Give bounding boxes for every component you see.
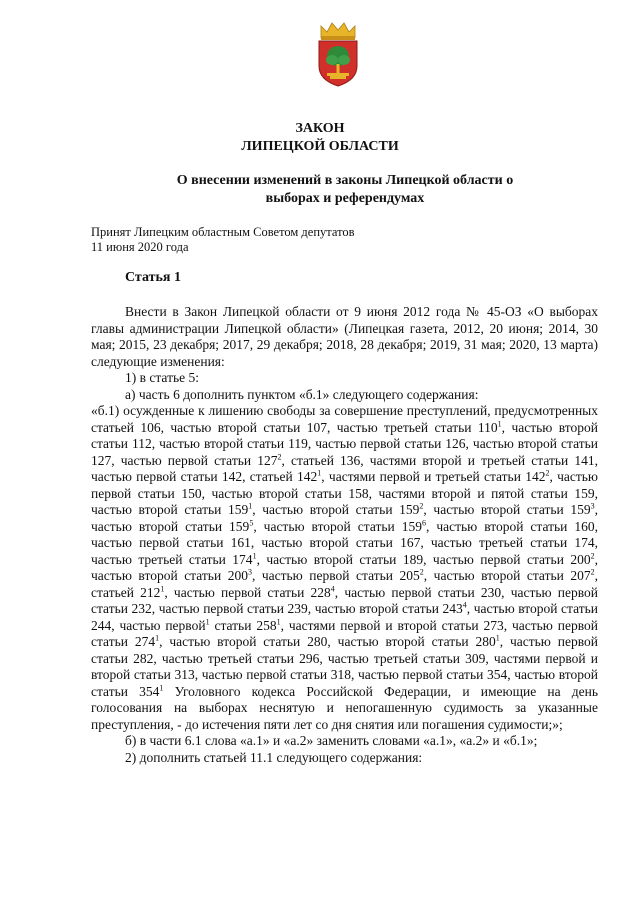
article-superscript: 1: [205, 617, 210, 626]
article-superscript: 2: [590, 567, 595, 577]
article-heading: Статья 1: [125, 270, 181, 285]
quote-text: , частью второй статьи 159: [423, 502, 591, 517]
quote-text: , частями первой и третьей статьи 142: [321, 469, 546, 484]
quote-text: , частью второй статьи 189, частью первой статьи 200: [256, 551, 591, 567]
quote-text: , частью первой статьи 150, частью второй статьи 158, частями второй и пятой статьи 159, частью второй статьи 159: [91, 469, 599, 517]
article-superscript: 1: [160, 584, 165, 593]
article-superscript: 2: [545, 468, 550, 478]
quote-text: , частью второй статьи 159: [253, 518, 422, 534]
quote-text: , частью второй статьи 280, частью второй статьи 280: [159, 634, 496, 649]
quote-text: , частью второй статьи 159: [91, 502, 598, 534]
article-superscript: 1: [497, 419, 502, 428]
amendment-item: 1) в статье 5:: [125, 370, 199, 385]
article-superscript: 4: [462, 600, 467, 610]
article-superscript: 6: [421, 518, 426, 527]
article-superscript: 3: [247, 567, 252, 577]
article-superscript: 1: [495, 633, 500, 643]
article-superscript: 3: [590, 501, 595, 511]
law-subtitle: [100, 172, 590, 208]
amendment-item: 2) дополнить статьей 11.1 следующего содержания:: [125, 749, 423, 765]
quote-text: , частью второй статьи 159: [252, 502, 420, 517]
coat-of-arms-icon: [313, 20, 363, 88]
subtitle-line: выборах и референдумах: [265, 191, 425, 206]
quote-text: , статьей 212: [91, 568, 598, 600]
quote-text: , частью первой статьи 228: [164, 584, 331, 600]
quote-text: , частью второй статьи 244, частью первой: [91, 601, 598, 633]
quoted-provision: [91, 403, 598, 733]
article-superscript: 2: [590, 551, 595, 560]
subtitle-line: О внесении изменений в законы Липецкой области о: [176, 173, 514, 188]
adoption-note: [91, 225, 355, 255]
adoption-date: 11 июня 2020 года: [91, 240, 189, 254]
amendment-subitem: а) часть 6 дополнить пунктом «б.1» следующего содержания:: [125, 386, 479, 402]
adoption-body: Принят Липецким областным Советом депутатов: [91, 225, 355, 239]
article-superscript: 2: [277, 452, 282, 461]
article-superscript: 1: [317, 468, 322, 478]
article-superscript: 1: [276, 617, 281, 626]
quote-text: , частью второй статьи 207: [423, 568, 591, 583]
article-superscript: 2: [419, 567, 424, 577]
quote-text: , частью первой статьи 282, частью третьей статьи 296, частью третьей статьи 309, частями первой и второй статьи 313, частью первой статьи 318, частью первой статьи 354, частью второй статьи 354: [91, 634, 599, 699]
article-superscript: 4: [330, 584, 335, 593]
quote-text: , статьей 136, частями второй и третьей статьи 141, частью первой статьи 142, статьей 142: [91, 452, 598, 484]
quote-text: , частью первой статьи 205: [251, 568, 420, 583]
law-title: ЗАКОН: [295, 121, 345, 136]
article-superscript: 1: [252, 551, 257, 560]
quote-text: , частью второй статьи 160, частью первой статьи 161, частью второй статьи 167, частью третьей статьи 174, частью третьей статьи 174: [91, 518, 598, 567]
amendment-subitem: б) в части 6.1 слова «а.1» и «а.2» заменить словами «а.1», «а.2» и «б.1»;: [125, 733, 538, 748]
quote-text: , частью второй статьи 200: [91, 551, 598, 583]
article-superscript: 2: [419, 501, 424, 511]
article-superscript: 5: [249, 518, 254, 527]
quote-text: «б.1) осужденные к лишению свободы за совершение преступлений, предусмотренных статьей 106, частью второй статьи 107, частью третьей статьи 110: [91, 403, 598, 435]
quote-text: , частями первой и второй статьи 273, частью первой статьи 274: [91, 617, 599, 649]
quote-text: Уголовного кодекса Российской Федерации, и имеющие на день голосования на выборах неснятую и непогашенную судимость за указанные преступления, - до истечения пяти лет со дня снятия или погашения судимости;»;: [91, 683, 598, 732]
article-superscript: 1: [155, 633, 160, 643]
document-body: [91, 304, 598, 766]
region-title: ЛИПЕЦКОЙ ОБЛАСТИ: [241, 139, 399, 154]
article-superscript: 1: [159, 683, 164, 692]
intro-paragraph: Внести в Закон Липецкой области от 9 июня 2012 года № 45-ОЗ «О выборах главы администрации Липецкой области» (Липецкая газета, 2012, 20 июня; 2014, 30 мая; 2015, 23 декабря; 2017, 29 декабря; 2018, 28 декабря; 2019, 31 мая; 2020, 13 марта) следующие изменения:: [91, 304, 598, 369]
quote-text: , частью второй статьи 112, частью второй статьи 119, частью первой статьи 126, частью второй статьи 127, частью первой статьи 127: [91, 419, 598, 468]
quote-text: статьи 258: [209, 617, 277, 633]
article-superscript: 1: [248, 501, 253, 511]
quote-text: , частью первой статьи 230, частью первой статьи 232, частью первой статьи 239, частью второй статьи 243: [91, 584, 598, 616]
